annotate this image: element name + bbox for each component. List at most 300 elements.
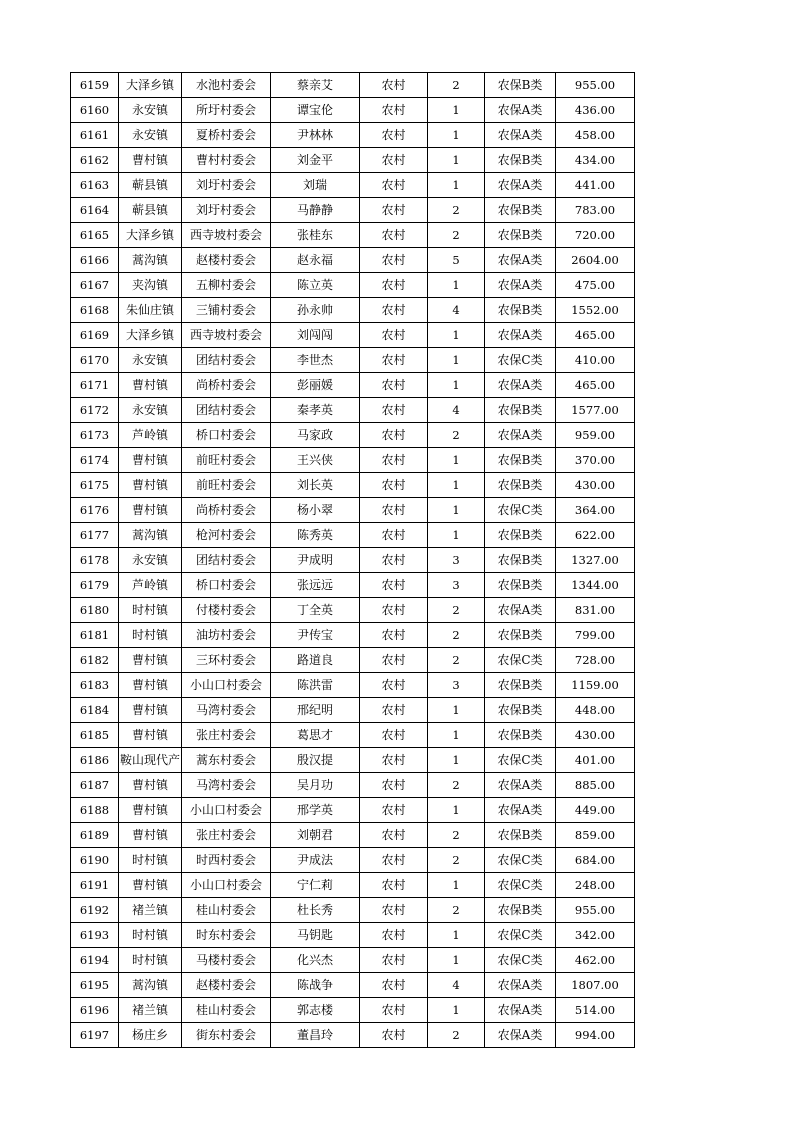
- count-cell: 1: [428, 998, 485, 1023]
- count-cell: 4: [428, 973, 485, 998]
- count-cell: 3: [428, 573, 485, 598]
- village-cell: 所圩村委会: [182, 98, 271, 123]
- name-cell: 尹成法: [271, 848, 360, 873]
- area-cell: 农村: [360, 223, 428, 248]
- name-cell: 吴月功: [271, 773, 360, 798]
- area-cell: 农村: [360, 698, 428, 723]
- town-cell: 大泽乡镇: [119, 323, 182, 348]
- village-cell: 付楼村委会: [182, 598, 271, 623]
- category-cell: 农保B类: [485, 723, 556, 748]
- table-row: [71, 298, 635, 323]
- count-cell: 1: [428, 373, 485, 398]
- count-cell: 2: [428, 623, 485, 648]
- area-cell: 农村: [360, 98, 428, 123]
- category-cell: 农保A类: [485, 1023, 556, 1048]
- table-row: [71, 598, 635, 623]
- town-cell: 褚兰镇: [119, 998, 182, 1023]
- category-cell: 农保B类: [485, 898, 556, 923]
- row-number-cell: 6190: [71, 848, 119, 873]
- name-cell: 尹传宝: [271, 623, 360, 648]
- table-row: [71, 348, 635, 373]
- amount-cell: 1552.00: [556, 298, 635, 323]
- row-number-cell: 6193: [71, 923, 119, 948]
- area-cell: 农村: [360, 723, 428, 748]
- village-cell: 街东村委会: [182, 1023, 271, 1048]
- count-cell: 2: [428, 223, 485, 248]
- town-cell: 曹村镇: [119, 448, 182, 473]
- count-cell: 1: [428, 273, 485, 298]
- area-cell: 农村: [360, 573, 428, 598]
- village-cell: 小山口村委会: [182, 798, 271, 823]
- amount-cell: 728.00: [556, 648, 635, 673]
- name-cell: 马静静: [271, 198, 360, 223]
- count-cell: 1: [428, 123, 485, 148]
- row-number-cell: 6197: [71, 1023, 119, 1048]
- category-cell: 农保A类: [485, 248, 556, 273]
- town-cell: 朱仙庄镇: [119, 298, 182, 323]
- name-cell: 秦孝英: [271, 398, 360, 423]
- row-number-cell: 6185: [71, 723, 119, 748]
- category-cell: 农保B类: [485, 573, 556, 598]
- area-cell: 农村: [360, 598, 428, 623]
- amount-cell: 622.00: [556, 523, 635, 548]
- category-cell: 农保C类: [485, 948, 556, 973]
- row-number-cell: 6170: [71, 348, 119, 373]
- area-cell: 农村: [360, 173, 428, 198]
- name-cell: 董昌玲: [271, 1023, 360, 1048]
- town-cell: 大泽乡镇: [119, 73, 182, 98]
- name-cell: 丁全英: [271, 598, 360, 623]
- row-number-cell: 6177: [71, 523, 119, 548]
- amount-cell: 994.00: [556, 1023, 635, 1048]
- village-cell: 团结村委会: [182, 398, 271, 423]
- amount-cell: 955.00: [556, 73, 635, 98]
- count-cell: 3: [428, 548, 485, 573]
- row-number-cell: 6183: [71, 673, 119, 698]
- amount-cell: 430.00: [556, 723, 635, 748]
- name-cell: 化兴杰: [271, 948, 360, 973]
- town-cell: 时村镇: [119, 848, 182, 873]
- table-row: [71, 798, 635, 823]
- category-cell: 农保C类: [485, 923, 556, 948]
- row-number-cell: 6195: [71, 973, 119, 998]
- category-cell: 农保C类: [485, 648, 556, 673]
- name-cell: 陈洪雷: [271, 673, 360, 698]
- village-cell: 曹村村委会: [182, 148, 271, 173]
- amount-cell: 248.00: [556, 873, 635, 898]
- name-cell: 邢纪明: [271, 698, 360, 723]
- area-cell: 农村: [360, 848, 428, 873]
- town-cell: 大泽乡镇: [119, 223, 182, 248]
- count-cell: 1: [428, 348, 485, 373]
- table-row: [71, 498, 635, 523]
- village-cell: 马湾村委会: [182, 698, 271, 723]
- category-cell: 农保A类: [485, 323, 556, 348]
- town-cell: 蒿沟镇: [119, 523, 182, 548]
- count-cell: 1: [428, 98, 485, 123]
- amount-cell: 462.00: [556, 948, 635, 973]
- table-row: [71, 923, 635, 948]
- count-cell: 2: [428, 848, 485, 873]
- town-cell: 永安镇: [119, 98, 182, 123]
- table-row: [71, 748, 635, 773]
- table-row: [71, 1023, 635, 1048]
- amount-cell: 1159.00: [556, 673, 635, 698]
- town-cell: 褚兰镇: [119, 898, 182, 923]
- amount-cell: 465.00: [556, 323, 635, 348]
- amount-cell: 448.00: [556, 698, 635, 723]
- table-row: [71, 423, 635, 448]
- name-cell: 杜长秀: [271, 898, 360, 923]
- count-cell: 1: [428, 448, 485, 473]
- count-cell: 1: [428, 723, 485, 748]
- amount-cell: 342.00: [556, 923, 635, 948]
- table-row: [71, 898, 635, 923]
- table-row: [71, 998, 635, 1023]
- count-cell: 1: [428, 923, 485, 948]
- village-cell: 马湾村委会: [182, 773, 271, 798]
- row-number-cell: 6169: [71, 323, 119, 348]
- table-row: [71, 173, 635, 198]
- count-cell: 2: [428, 598, 485, 623]
- category-cell: 农保A类: [485, 973, 556, 998]
- table-row: [71, 723, 635, 748]
- row-number-cell: 6163: [71, 173, 119, 198]
- category-cell: 农保B类: [485, 823, 556, 848]
- count-cell: 1: [428, 498, 485, 523]
- area-cell: 农村: [360, 948, 428, 973]
- area-cell: 农村: [360, 123, 428, 148]
- village-cell: 团结村委会: [182, 348, 271, 373]
- area-cell: 农村: [360, 348, 428, 373]
- area-cell: 农村: [360, 873, 428, 898]
- town-cell: 芦岭镇: [119, 573, 182, 598]
- row-number-cell: 6165: [71, 223, 119, 248]
- town-cell: 蒿沟镇: [119, 973, 182, 998]
- village-cell: 赵楼村委会: [182, 973, 271, 998]
- village-cell: 刘圩村委会: [182, 198, 271, 223]
- name-cell: 陈战争: [271, 973, 360, 998]
- count-cell: 2: [428, 898, 485, 923]
- row-number-cell: 6186: [71, 748, 119, 773]
- data-table: [70, 72, 635, 1048]
- village-cell: 张庄村委会: [182, 823, 271, 848]
- area-cell: 农村: [360, 448, 428, 473]
- category-cell: 农保B类: [485, 473, 556, 498]
- category-cell: 农保C类: [485, 748, 556, 773]
- category-cell: 农保B类: [485, 398, 556, 423]
- area-cell: 农村: [360, 473, 428, 498]
- row-number-cell: 6176: [71, 498, 119, 523]
- name-cell: 张远远: [271, 573, 360, 598]
- town-cell: 曹村镇: [119, 373, 182, 398]
- name-cell: 郭志楼: [271, 998, 360, 1023]
- table-row: [71, 573, 635, 598]
- amount-cell: 475.00: [556, 273, 635, 298]
- name-cell: 王兴侠: [271, 448, 360, 473]
- row-number-cell: 6184: [71, 698, 119, 723]
- amount-cell: 885.00: [556, 773, 635, 798]
- name-cell: 宁仁莉: [271, 873, 360, 898]
- town-cell: 蕲县镇: [119, 198, 182, 223]
- name-cell: 陈立英: [271, 273, 360, 298]
- village-cell: 时西村委会: [182, 848, 271, 873]
- amount-cell: 370.00: [556, 448, 635, 473]
- count-cell: 1: [428, 148, 485, 173]
- table-row: [71, 73, 635, 98]
- area-cell: 农村: [360, 923, 428, 948]
- village-cell: 尚桥村委会: [182, 373, 271, 398]
- category-cell: 农保A类: [485, 173, 556, 198]
- amount-cell: 436.00: [556, 98, 635, 123]
- area-cell: 农村: [360, 423, 428, 448]
- area-cell: 农村: [360, 648, 428, 673]
- name-cell: 殷汉提: [271, 748, 360, 773]
- category-cell: 农保C类: [485, 873, 556, 898]
- row-number-cell: 6178: [71, 548, 119, 573]
- name-cell: 路道良: [271, 648, 360, 673]
- town-cell: 永安镇: [119, 123, 182, 148]
- area-cell: 农村: [360, 198, 428, 223]
- area-cell: 农村: [360, 73, 428, 98]
- category-cell: 农保B类: [485, 523, 556, 548]
- count-cell: 1: [428, 748, 485, 773]
- area-cell: 农村: [360, 248, 428, 273]
- village-cell: 马楼村委会: [182, 948, 271, 973]
- town-cell: 时村镇: [119, 948, 182, 973]
- count-cell: 5: [428, 248, 485, 273]
- row-number-cell: 6191: [71, 873, 119, 898]
- count-cell: 2: [428, 73, 485, 98]
- amount-cell: 959.00: [556, 423, 635, 448]
- name-cell: 孙永帅: [271, 298, 360, 323]
- name-cell: 刘金平: [271, 148, 360, 173]
- town-cell: 曹村镇: [119, 473, 182, 498]
- area-cell: 农村: [360, 973, 428, 998]
- area-cell: 农村: [360, 748, 428, 773]
- table-row: [71, 223, 635, 248]
- count-cell: 1: [428, 873, 485, 898]
- amount-cell: 955.00: [556, 898, 635, 923]
- area-cell: 农村: [360, 673, 428, 698]
- category-cell: 农保A类: [485, 373, 556, 398]
- category-cell: 农保A类: [485, 273, 556, 298]
- table-row: [71, 323, 635, 348]
- row-number-cell: 6174: [71, 448, 119, 473]
- row-number-cell: 6164: [71, 198, 119, 223]
- town-cell: 时村镇: [119, 923, 182, 948]
- area-cell: 农村: [360, 523, 428, 548]
- category-cell: 农保B类: [485, 73, 556, 98]
- amount-cell: 859.00: [556, 823, 635, 848]
- name-cell: 彭丽媛: [271, 373, 360, 398]
- name-cell: 赵永福: [271, 248, 360, 273]
- village-cell: 前旺村委会: [182, 473, 271, 498]
- category-cell: 农保A类: [485, 773, 556, 798]
- amount-cell: 514.00: [556, 998, 635, 1023]
- table-row: [71, 148, 635, 173]
- category-cell: 农保B类: [485, 148, 556, 173]
- town-cell: 曹村镇: [119, 723, 182, 748]
- table-row: [71, 448, 635, 473]
- table-row: [71, 473, 635, 498]
- table-row: [71, 648, 635, 673]
- village-cell: 水池村委会: [182, 73, 271, 98]
- amount-cell: 430.00: [556, 473, 635, 498]
- area-cell: 农村: [360, 1023, 428, 1048]
- category-cell: 农保B类: [485, 298, 556, 323]
- village-cell: 小山口村委会: [182, 673, 271, 698]
- amount-cell: 401.00: [556, 748, 635, 773]
- village-cell: 蒿东村委会: [182, 748, 271, 773]
- town-cell: 永安镇: [119, 398, 182, 423]
- amount-cell: 441.00: [556, 173, 635, 198]
- count-cell: 1: [428, 948, 485, 973]
- row-number-cell: 6194: [71, 948, 119, 973]
- count-cell: 1: [428, 698, 485, 723]
- town-cell: 蕲县镇: [119, 173, 182, 198]
- table-row: [71, 273, 635, 298]
- category-cell: 农保B类: [485, 448, 556, 473]
- area-cell: 农村: [360, 498, 428, 523]
- amount-cell: 410.00: [556, 348, 635, 373]
- table-row: [71, 673, 635, 698]
- village-cell: 三环村委会: [182, 648, 271, 673]
- category-cell: 农保B类: [485, 623, 556, 648]
- name-cell: 马钥匙: [271, 923, 360, 948]
- town-cell: 曹村镇: [119, 698, 182, 723]
- town-cell: 时村镇: [119, 623, 182, 648]
- name-cell: 葛思才: [271, 723, 360, 748]
- count-cell: 1: [428, 798, 485, 823]
- row-number-cell: 6172: [71, 398, 119, 423]
- category-cell: 农保A类: [485, 598, 556, 623]
- count-cell: 1: [428, 523, 485, 548]
- town-cell: 永安镇: [119, 548, 182, 573]
- table-row: [71, 98, 635, 123]
- town-cell: 曹村镇: [119, 148, 182, 173]
- row-number-cell: 6182: [71, 648, 119, 673]
- village-cell: 油坊村委会: [182, 623, 271, 648]
- town-cell: 曹村镇: [119, 873, 182, 898]
- count-cell: 1: [428, 173, 485, 198]
- town-cell: 鞍山现代产: [119, 748, 182, 773]
- town-cell: 曹村镇: [119, 498, 182, 523]
- amount-cell: 449.00: [556, 798, 635, 823]
- amount-cell: 1327.00: [556, 548, 635, 573]
- category-cell: 农保A类: [485, 423, 556, 448]
- amount-cell: 1344.00: [556, 573, 635, 598]
- town-cell: 曹村镇: [119, 673, 182, 698]
- category-cell: 农保A类: [485, 798, 556, 823]
- count-cell: 2: [428, 823, 485, 848]
- town-cell: 杨庄乡: [119, 1023, 182, 1048]
- row-number-cell: 6162: [71, 148, 119, 173]
- table-row: [71, 623, 635, 648]
- village-cell: 桂山村委会: [182, 898, 271, 923]
- amount-cell: 458.00: [556, 123, 635, 148]
- row-number-cell: 6167: [71, 273, 119, 298]
- table-row: [71, 973, 635, 998]
- town-cell: 永安镇: [119, 348, 182, 373]
- amount-cell: 465.00: [556, 373, 635, 398]
- town-cell: 时村镇: [119, 598, 182, 623]
- category-cell: 农保C类: [485, 498, 556, 523]
- village-cell: 桥口村委会: [182, 573, 271, 598]
- village-cell: 前旺村委会: [182, 448, 271, 473]
- area-cell: 农村: [360, 773, 428, 798]
- area-cell: 农村: [360, 323, 428, 348]
- amount-cell: 1577.00: [556, 398, 635, 423]
- table-row: [71, 523, 635, 548]
- amount-cell: 799.00: [556, 623, 635, 648]
- count-cell: 3: [428, 673, 485, 698]
- name-cell: 刘长英: [271, 473, 360, 498]
- table-row: [71, 698, 635, 723]
- count-cell: 2: [428, 648, 485, 673]
- table-row: [71, 373, 635, 398]
- name-cell: 张桂东: [271, 223, 360, 248]
- table-row: [71, 548, 635, 573]
- category-cell: 农保B类: [485, 673, 556, 698]
- table-row: [71, 398, 635, 423]
- table-row: [71, 948, 635, 973]
- count-cell: 4: [428, 398, 485, 423]
- town-cell: 蒿沟镇: [119, 248, 182, 273]
- row-number-cell: 6189: [71, 823, 119, 848]
- row-number-cell: 6180: [71, 598, 119, 623]
- row-number-cell: 6168: [71, 298, 119, 323]
- village-cell: 夏桥村委会: [182, 123, 271, 148]
- village-cell: 五柳村委会: [182, 273, 271, 298]
- village-cell: 团结村委会: [182, 548, 271, 573]
- row-number-cell: 6159: [71, 73, 119, 98]
- amount-cell: 1807.00: [556, 973, 635, 998]
- count-cell: 2: [428, 198, 485, 223]
- name-cell: 尹林林: [271, 123, 360, 148]
- count-cell: 2: [428, 773, 485, 798]
- row-number-cell: 6173: [71, 423, 119, 448]
- row-number-cell: 6166: [71, 248, 119, 273]
- name-cell: 马家政: [271, 423, 360, 448]
- village-cell: 桂山村委会: [182, 998, 271, 1023]
- category-cell: 农保C类: [485, 348, 556, 373]
- village-cell: 时东村委会: [182, 923, 271, 948]
- row-number-cell: 6192: [71, 898, 119, 923]
- area-cell: 农村: [360, 148, 428, 173]
- name-cell: 李世杰: [271, 348, 360, 373]
- row-number-cell: 6196: [71, 998, 119, 1023]
- amount-cell: 831.00: [556, 598, 635, 623]
- area-cell: 农村: [360, 998, 428, 1023]
- table-row: [71, 823, 635, 848]
- town-cell: 夹沟镇: [119, 273, 182, 298]
- category-cell: 农保B类: [485, 198, 556, 223]
- village-cell: 尚桥村委会: [182, 498, 271, 523]
- table-body: [71, 73, 635, 1048]
- row-number-cell: 6187: [71, 773, 119, 798]
- category-cell: 农保B类: [485, 223, 556, 248]
- village-cell: 小山口村委会: [182, 873, 271, 898]
- village-cell: 西寺坡村委会: [182, 323, 271, 348]
- table-row: [71, 123, 635, 148]
- area-cell: 农村: [360, 398, 428, 423]
- name-cell: 谭宝伦: [271, 98, 360, 123]
- area-cell: 农村: [360, 373, 428, 398]
- amount-cell: 783.00: [556, 198, 635, 223]
- name-cell: 尹成明: [271, 548, 360, 573]
- count-cell: 1: [428, 323, 485, 348]
